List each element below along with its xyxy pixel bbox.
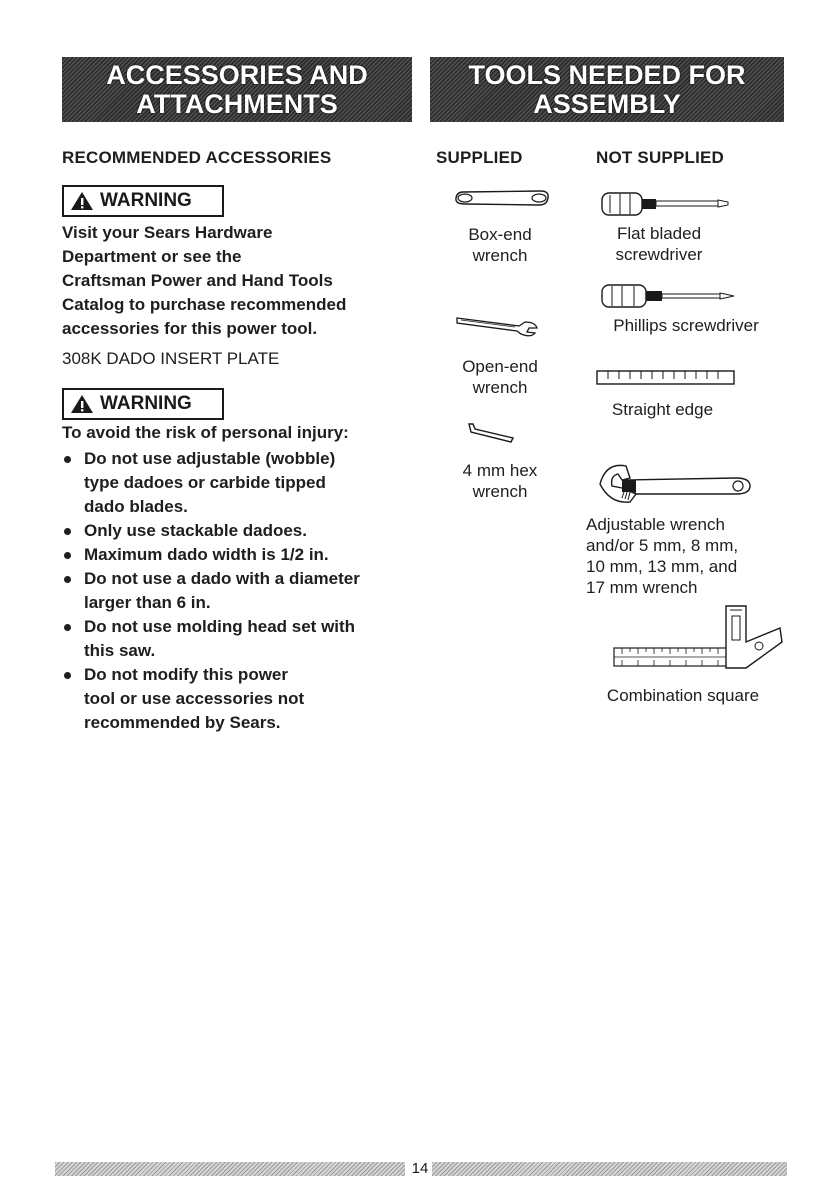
warning-intro: To avoid the risk of personal injury:	[62, 423, 349, 442]
tools-banner	[430, 57, 784, 122]
combination-square-label	[588, 685, 778, 706]
text-line: type dadoes or carbide tipped	[84, 473, 326, 492]
bullet-item	[62, 543, 422, 567]
text-line: Department or see the	[62, 247, 242, 266]
text-line: 17 mm wrench	[586, 578, 698, 597]
text-line: Do not modify this power	[84, 665, 288, 684]
text-line: Craftsman Power and Hand Tools	[62, 271, 333, 290]
footer-bar-right	[432, 1162, 787, 1176]
text-line: Combination square	[606, 686, 760, 705]
recommended-accessories-heading: RECOMMENDED ACCESSORIES	[62, 148, 332, 167]
box-end-wrench-label	[440, 224, 560, 266]
not-supplied-heading: NOT SUPPLIED	[596, 148, 725, 167]
banner-line: ATTACHMENTS	[136, 88, 338, 119]
text-line: wrench	[472, 378, 528, 397]
bullet-item	[62, 663, 422, 735]
banner-line: ASSEMBLY	[533, 88, 681, 119]
accessories-banner	[62, 57, 412, 122]
straight-edge-label	[600, 399, 725, 420]
combination-square-icon	[610, 602, 786, 674]
bullet-icon	[64, 576, 71, 583]
banner-line: ACCESSORIES AND	[106, 59, 368, 90]
text-line: Box-end	[468, 225, 532, 244]
phillips-screwdriver-label	[596, 315, 776, 336]
text-line: Catalog to purchase recommended	[62, 295, 347, 314]
flat-screwdriver-icon	[596, 190, 730, 220]
bullet-icon	[64, 672, 71, 679]
text-line: Only use stackable dadoes.	[84, 521, 307, 540]
footer-bar-left	[55, 1162, 405, 1176]
bullet-item	[62, 519, 422, 543]
text-line: screwdriver	[615, 245, 703, 264]
hex-wrench-label	[440, 460, 560, 502]
open-end-wrench-label	[440, 356, 560, 398]
text-line: recommended by Sears.	[84, 713, 281, 732]
text-line: Phillips screwdriver	[613, 316, 759, 335]
open-end-wrench-icon	[455, 314, 539, 338]
page-number: 14	[411, 1160, 429, 1177]
text-line: Do not use molding head set with	[84, 617, 356, 636]
text-line: 10 mm, 13 mm, and	[586, 557, 738, 576]
warning-box	[62, 388, 224, 420]
text-line: Straight edge	[611, 400, 714, 419]
hex-wrench-icon	[467, 422, 517, 446]
warning-triangle-icon	[70, 191, 94, 211]
warning-label: WARNING	[100, 393, 192, 414]
bullet-icon	[64, 552, 71, 559]
bullet-item	[62, 615, 422, 663]
text-line: this saw.	[84, 641, 156, 660]
text-line: dado blades.	[84, 497, 188, 516]
text-line: accessories for this power tool.	[62, 319, 318, 338]
text-line: Flat bladed	[616, 224, 702, 243]
straight-edge-icon	[596, 370, 736, 386]
bullet-icon	[64, 624, 71, 631]
text-line: wrench	[472, 246, 528, 265]
adjustable-wrench-label	[586, 514, 776, 598]
bullet-icon	[64, 528, 71, 535]
text-line: tool or use accessories not	[84, 689, 305, 708]
warning-label: WARNING	[100, 190, 192, 211]
warning-text	[62, 221, 346, 341]
text-line: and/or 5 mm, 8 mm,	[586, 536, 739, 555]
flat-screwdriver-label	[590, 223, 728, 265]
warning-box	[62, 185, 224, 217]
text-line: Maximum dado width is 1/2 in.	[84, 545, 329, 564]
bullet-item	[62, 447, 422, 519]
phillips-screwdriver-icon	[598, 283, 738, 309]
text-line: Open-end	[462, 357, 538, 376]
insert-plate-text: 308K DADO INSERT PLATE	[62, 349, 280, 368]
banner-line: TOOLS NEEDED FOR	[468, 59, 746, 90]
bullet-item	[62, 567, 422, 615]
text-line: Do not use a dado with a diameter	[84, 569, 360, 588]
warning-triangle-icon	[70, 394, 94, 414]
text-line: larger than 6 in.	[84, 593, 211, 612]
text-line: Adjustable wrench	[586, 515, 725, 534]
adjustable-wrench-icon	[596, 458, 754, 510]
text-line: Visit your Sears Hardware	[62, 223, 273, 242]
bullet-icon	[64, 456, 71, 463]
box-end-wrench-icon	[453, 188, 551, 208]
text-line: 4 mm hex	[462, 461, 538, 480]
supplied-heading: SUPPLIED	[436, 148, 523, 167]
text-line: wrench	[472, 482, 528, 501]
text-line: Do not use adjustable (wobble)	[84, 449, 336, 468]
warning-bullet-list	[62, 447, 422, 735]
